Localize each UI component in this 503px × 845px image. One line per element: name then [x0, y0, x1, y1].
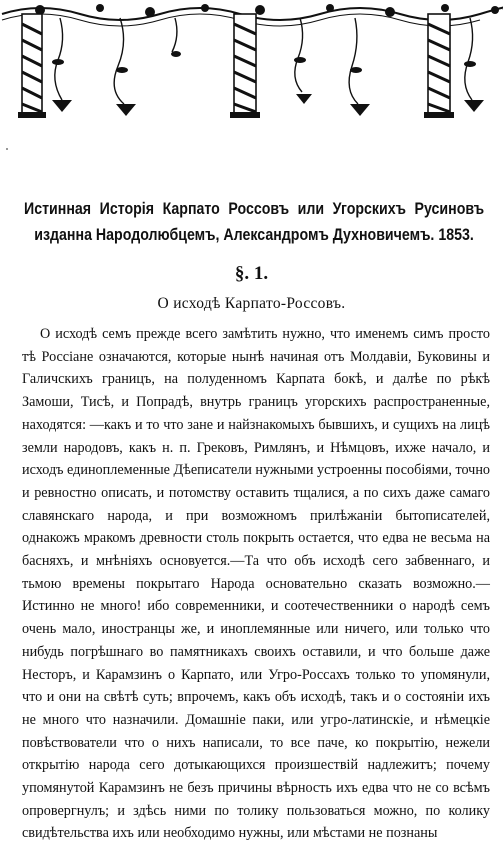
section-subtitle: О исходѣ Карпато-Россовъ. — [157, 295, 346, 312]
decorative-header-ornament — [0, 0, 503, 120]
section-number: §. 1. — [234, 263, 269, 284]
page-title: Истинная Исторія Карпато Россовъ или Угорскихъ Русиновъ изданна Народолюбцемъ, Александромъ Духновичемъ. 1853. — [24, 200, 485, 244]
scan-speck — [6, 148, 8, 150]
body-paragraph: О исходѣ семъ прежде всего замѣтить нужно, что именемъ симъ просто тѣ Россіане означаются, которые нынѣ начиная отъ Молдавіи, Буковины и Галичскихъ границъ, на полуденномъ Карпата бокѣ, и далѣе по рѣкѣ Замоши, Тисѣ, и Попрадѣ, внутрь границъ угорскихъ распространенные, находятся: —какъ и то что зане и найзнакомыхъ бывшихъ, и сущихъ на лицѣ земли народовъ, какъ н. п. Грековъ, Римлянъ, и Нѣмцовъ, ихже начало, и исходъ единоплеменные Дѣеписатели нужными устроенны пособіями, точно и ревностно описать, и потомству оставить тщалися, а по сихъ даже самаго славянскаго народа, и при возможномъ прилѣжаніи бытописателей, однакожъ мракомъ древности столь покрыть остается, что едва не весьма на басняхъ, и мнѣніяхъ основуется.—Та что объ исходѣ сего забвеннаго, и тьмою времены покрытаго Народа основательно сказать возможно.— Истинно не много! ибо современники, и соотечественники о народѣ семъ очень мало, иностранцы же, и иноплемянные или ничего, или только что нибудь погрѣшнаго во памятникахъ своихъ оставили, и что больше даже Несторъ, и Карамзинъ о Карпато, или Угро-Россахъ только то упомянули, что и они на свѣтѣ суть; впрочемъ, какъ объ исходѣ, такъ и о состояніи ихъ не много что назначили. Домашніе паки, или угро-латинскіе, и нѣмецкіе повѣствователи что о нихъ написали, то все паче, ко покрытію, нежели открытію народа сего дотыкающихся произшествій надлежитъ; почему упомянутой Карамзинъ не безъ причины вѣрность ихъ едва что не со всѣмъ опровергнулъ; и здѣсь ними по толику пользоваться можно, по колику свидѣтельства ихъ или необходимо нужны, или мѣстами не познаны — [22, 326, 491, 842]
